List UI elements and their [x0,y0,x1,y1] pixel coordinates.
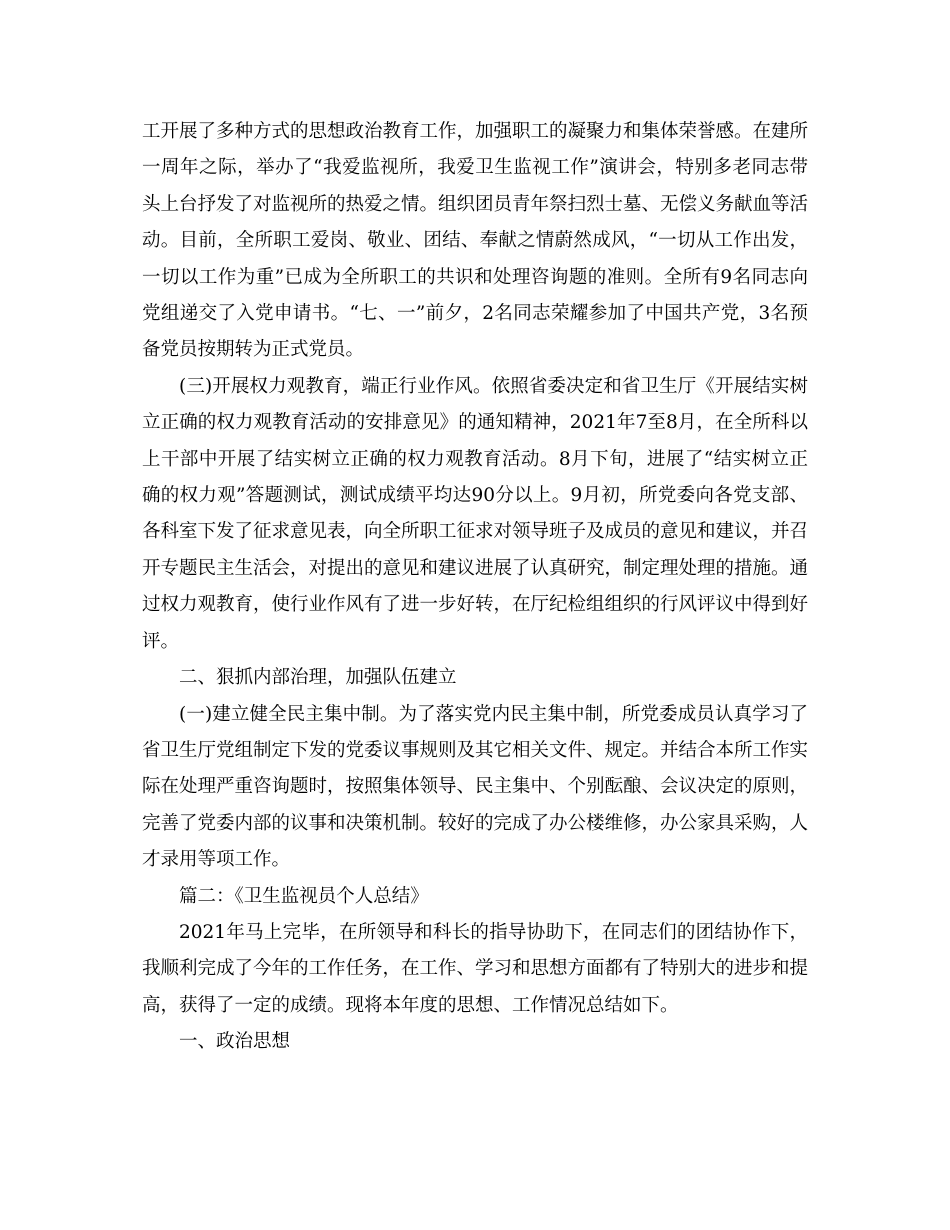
section-heading-political-thought: 一、政治思想 [179,1031,291,1053]
article-title-part-two: 篇二：《卫生监视员个人总结》 [179,885,429,907]
paragraph-annual-summary-intro: 2021年马上完毕，在所领导和科长的指导协助下，在同志们的团结协作下，我顺利完成了今年的工作任务，在工作、学习和思想方面都有了特别大的进步和提高，获得了一定的成绩。现将本年度的思想、工作情况总结如下。 [142,921,809,1016]
document-body [142,114,808,1061]
paragraph-democratic-centralism: (一)建立健全民主集中制。为了落实党内民主集中制，所党委成员认真学习了省卫生厅党组制定下发的党委议事规则及其它相关文件、规定。并结合本所工作实际在处理严重咨询题时，按照集体领导、民主集中、个别酝酿、会议决定的原则，完善了党委内部的议事和决策机制。较好的完成了办公楼维修，办公家具采购，人才录用等项工作。 [142,703,809,871]
paragraph-continuation: 工开展了多种方式的思想政治教育工作，加强职工的凝聚力和集体荣誉感。在建所一周年之际，举办了“我爱监视所，我爱卫生监视工作”演讲会，特别多老同志带头上台抒发了对监视所的热爱之情。组织团员青年祭扫烈士墓、无偿义务献血等活动。目前，全所职工爱岗、敬业、团结、奉献之情蔚然成风，“一切从工作出发，一切以工作为重”已成为全所职工的共识和处理咨询题的准则。全所有9名同志向党组递交了入党申请书。“七、一”前夕，2名同志荣耀参加了中国共产党，3名预备党员按期转为正式党员。 [142,121,809,361]
section-heading-internal-governance: 二、狠抓内部治理，加强队伍建立 [179,667,457,689]
paragraph-power-education: (三)开展权力观教育，端正行业作风。依照省委决定和省卫生厅《开展结实树立正确的权力观教育活动的安排意见》的通知精神，2021年7至8月，在全所科以上干部中开展了结实树立正确的权力观教育活动。8月下旬，进展了“结实树立正确的权力观”答题测试，测试成绩平均达90分以上。9月初，所党委向各党支部、各科室下发了征求意见表，向全所职工征求对领导班子及成员的意见和建议，并召开专题民主生活会，对提出的意见和建议进展了认真研究，制定理处理的措施。通过权力观教育，使行业作风有了进一步好转，在厅纪检组组织的行风评议中得到好评。 [142,375,809,652]
